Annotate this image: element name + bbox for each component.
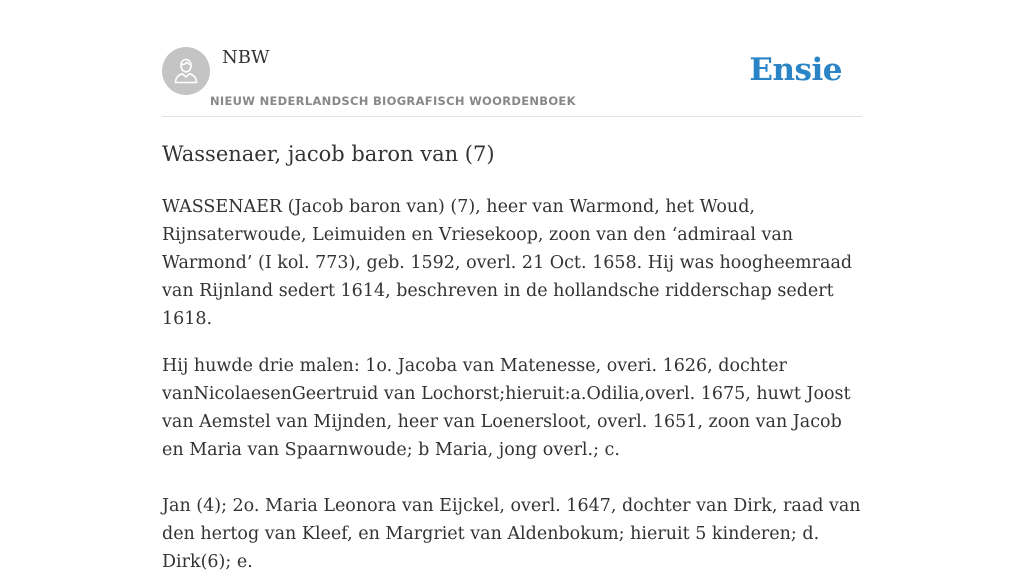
article-paragraph: WASSENAER (Jacob baron van) (7), heer van Warmond, het Woud, Rijnsaterwoude, Leimuiden en Vriesekoop, zoon van den ‘admiraal van Warmond’ (I kol. 773), geb. 1592, overl. 21 Oct. 1658. Hij was hoogheemraad van Rijnland sedert 1614, beschreven in de hollandsche ridderschap sedert 1618. bbox=[162, 197, 853, 329]
user-icon bbox=[171, 56, 201, 86]
entry-title: Wassenaer, jacob baron van (7) bbox=[162, 142, 495, 166]
ensie-logo[interactable]: Ensie bbox=[749, 52, 842, 88]
article-paragraph: Hij huwde drie malen: 1o. Jacoba van Matenesse, overi. 1626, dochter vanNicolaesenGeertruid van Lochorst;hieruit:a.Odilia,overl. 1675, huwt Joost van Aemstel van Mijnden, heer van Loenersloot, overl. 1651, zoon van Jacob en Maria van Spaarnwoude; b Maria, jong overl.; c. bbox=[162, 356, 851, 460]
source-header bbox=[162, 0, 862, 117]
source-name[interactable]: NBW bbox=[222, 47, 270, 68]
avatar[interactable] bbox=[162, 47, 210, 95]
article-paragraph: Jan (4); 2o. Maria Leonora van Eijckel, overl. 1647, dochter van Dirk, raad van den hertog van Kleef, en Margriet van Aldenbokum; hieruit 5 kinderen; d. Dirk(6); e. bbox=[162, 496, 861, 572]
article bbox=[162, 136, 862, 576]
source-subtitle: NIEUW NEDERLANDSCH BIOGRAFISCH WOORDENBOEK bbox=[210, 94, 576, 108]
